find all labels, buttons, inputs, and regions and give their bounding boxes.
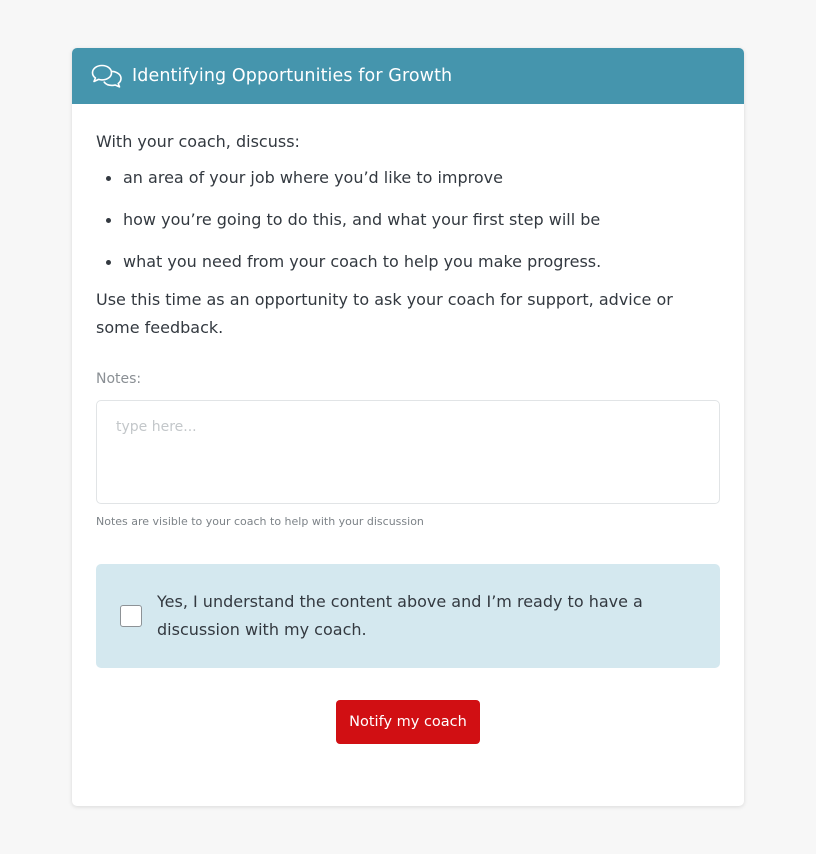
bullet-icon [106, 260, 111, 265]
card-body [72, 104, 744, 744]
list-item-text: how you’re going to do this, and what your first step will be [123, 210, 601, 229]
intro-text: With your coach, discuss: [96, 132, 300, 151]
list-item-text: an area of your job where you’d like to improve [123, 168, 503, 187]
notes-label: Notes: [96, 371, 142, 387]
list-item [96, 206, 720, 234]
notes-input[interactable] [96, 400, 720, 504]
confirmation-panel [96, 564, 720, 668]
list-item-text: what you need from your coach to help you make progress. [123, 252, 602, 271]
chat-bubbles-icon [90, 62, 124, 90]
card-header [72, 48, 744, 104]
confirm-checkbox[interactable] [120, 605, 142, 627]
discussion-list [96, 164, 720, 276]
confirm-label: Yes, I understand the content above and I’m ready to have a discussion with my coach. [157, 592, 643, 639]
card-title: Identifying Opportunities for Growth [132, 66, 453, 86]
list-item [96, 164, 720, 192]
bullet-icon [106, 176, 111, 181]
notify-coach-button[interactable]: Notify my coach [336, 700, 480, 744]
bullet-icon [106, 218, 111, 223]
notes-helper-text: Notes are visible to your coach to help with your discussion [96, 515, 424, 528]
guidance-text: Use this time as an opportunity to ask your coach for support, advice or some feedback. [96, 290, 673, 337]
list-item [96, 248, 720, 276]
growth-card [72, 48, 744, 806]
action-row [96, 700, 720, 744]
